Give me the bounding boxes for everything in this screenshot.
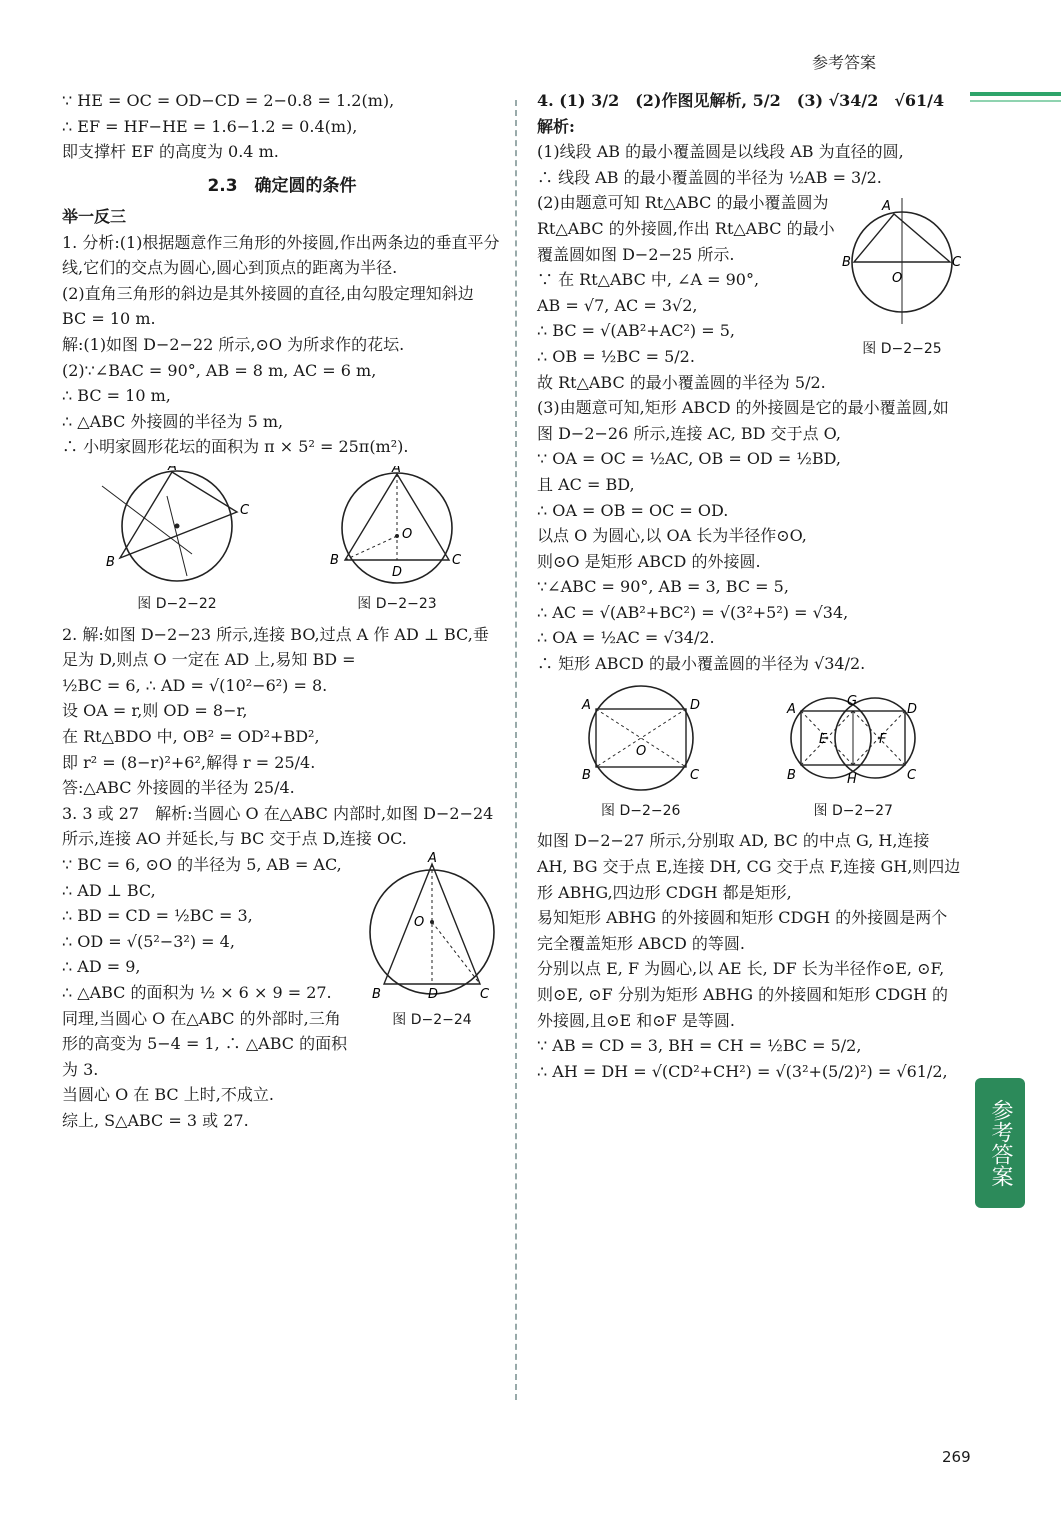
svg-text:A: A <box>392 465 401 476</box>
q4-line: AB = √7, AC = 3√2, <box>537 295 698 315</box>
q3-line: ∴ OD = √(5²−3²) = 4, <box>62 931 235 951</box>
svg-text:C: C <box>480 987 490 1003</box>
svg-text:O: O <box>414 915 425 931</box>
q4-line: (2)由题意可知 Rt△ABC 的最小覆盖圆为 Rt△ABC 的外接圆,作出 Rt△ABC 的最小覆盖圆如图 D−2−25 所示. <box>537 193 835 264</box>
q2-line: ½BC = 6, ∴ AD = √(10²−6²) = 8. <box>62 675 328 695</box>
q4-more-line: 易知矩形 ABHG 的外接圆和矩形 CDGH 的外接圆是两个完全覆盖矩形 ABCD 的等圆. <box>537 908 948 953</box>
q4-more-line: 如图 D−2−27 所示,分别取 AD, BC 的中点 G, H,连接 AH, BG 交于点 E,连接 DH, CG 交于点 F,连接 GH,则四边形 ABHG,四边形 CDGH 都是矩形, <box>537 831 961 902</box>
svg-text:H: H <box>847 771 858 787</box>
q1-solution-3: ∴ BC = 10 m, <box>62 386 171 406</box>
figure-d-2-25 <box>842 190 962 360</box>
svg-text:B: B <box>106 554 115 570</box>
subsection-title: 举一反三 <box>62 206 127 226</box>
text-line: ∴ EF = HF−HE = 1.6−1.2 = 0.4(m), <box>62 116 358 136</box>
column-divider <box>515 100 517 1400</box>
q4-line: ∵ OA = OC = ½AC, OB = OD = ½BD, <box>537 449 841 469</box>
q4-more-line: 分别以点 E, F 为圆心,以 AE 长, DF 长为半径作⊙E, ⊙F, <box>537 959 945 979</box>
svg-text:C: C <box>452 552 462 568</box>
page-header <box>0 40 1061 90</box>
svg-text:O: O <box>402 526 413 542</box>
svg-text:O: O <box>635 743 646 759</box>
circle-diagram-26 <box>576 683 706 793</box>
q2-line: 在 Rt△BDO 中, OB² = OD²+BD², <box>62 727 320 747</box>
q4-line: 则⊙O 是矩形 ABCD 的外接圆. <box>537 551 761 571</box>
q1-analysis-2: (2)直角三角形的斜边是其外接圆的直径,由勾股定理知斜边 BC = 10 m. <box>62 283 474 329</box>
q4-line: ∴ AC = √(AB²+BC²) = √(3²+5²) = √34, <box>537 602 849 622</box>
svg-text:D: D <box>392 564 403 580</box>
circle-diagram-22 <box>92 466 262 586</box>
svg-text:F: F <box>879 731 887 747</box>
figure-caption: 图 D−2−25 <box>862 340 942 357</box>
svg-text:B: B <box>330 552 339 568</box>
page-number: 269 <box>942 1448 971 1466</box>
q4-line: ∴ BC = √(AB²+AC²) = 5, <box>537 321 736 341</box>
svg-text:C: C <box>689 767 699 783</box>
q4-more-line: ∵ AB = CD = 3, BH = CH = ½BC = 5/2, <box>537 1036 862 1056</box>
q2-line: 设 OA = r,则 OD = 8−r, <box>62 701 248 721</box>
circle-diagram-23 <box>322 466 472 586</box>
q4-line: ∵∠ABC = 90°, AB = 3, BC = 5, <box>537 577 789 597</box>
svg-text:B: B <box>842 255 851 271</box>
figure-d-2-27 <box>783 683 923 823</box>
q4-line: (3)由题意可知,矩形 ABCD 的外接圆是它的最小覆盖圆,如图 D−2−26 所示,连接 AC, BD 交于点 O, <box>537 398 949 443</box>
q4-line: 故 Rt△ABC 的最小覆盖圆的半径为 5/2. <box>537 372 826 392</box>
header-stripe-light <box>970 100 1061 102</box>
q2-line: 2. 解:如图 D−2−23 所示,连接 BO,过点 A 作 AD ⊥ BC,垂足为 D,则点 O 一定在 AD 上,易知 BD = <box>62 624 489 670</box>
svg-text:D: D <box>907 701 918 717</box>
svg-text:C: C <box>907 767 917 783</box>
q1-analysis: 1. 分析:(1)根据题意作三角形的外接圆,作出两条边的垂直平分线,它们的交点为圆心,圆心到顶点的距离为半径. <box>62 232 500 278</box>
svg-text:A: A <box>168 465 177 474</box>
circle-diagram-24 <box>362 852 502 1002</box>
figure-caption: 图 D−2−26 <box>601 803 681 820</box>
q4-line: ∴ 矩形 ABCD 的最小覆盖圆的半径为 √34/2. <box>537 654 866 674</box>
figure-d-2-23 <box>322 466 472 616</box>
svg-text:E: E <box>819 731 828 747</box>
svg-text:B: B <box>581 767 591 783</box>
svg-text:O: O <box>892 271 903 287</box>
svg-text:D: D <box>428 987 439 1003</box>
q4-line: (1)线段 AB 的最小覆盖圆是以线段 AB 为直径的圆, <box>537 142 904 162</box>
q3-line: ∴ BD = CD = ½BC = 3, <box>62 906 253 926</box>
q2-line: 即 r² = (8−r)²+6²,解得 r = 25/4. <box>62 752 316 772</box>
q3-line: ∵ BC = 6, ⊙O 的半径为 5, AB = AC, ∴ AD ⊥ BC, <box>62 855 342 900</box>
svg-text:D: D <box>689 697 700 713</box>
q4-more-line: 则⊙E, ⊙F 分别为矩形 ABHG 的外接圆和矩形 CDGH 的外接圆,且⊙E 和⊙F 是等圆. <box>537 985 949 1030</box>
q4-line: ∴ 线段 AB 的最小覆盖圆的半径为 ½AB = 3/2. <box>537 167 882 187</box>
q3-line: ∴ △ABC 的面积为 ½ × 6 × 9 = 27. <box>62 983 332 1002</box>
svg-text:G: G <box>847 693 858 709</box>
q1-solution-4: ∴ △ABC 外接圆的半径为 5 m, <box>62 411 284 431</box>
q3-line: 当圆心 O 在 BC 上时,不成立. <box>62 1085 274 1105</box>
svg-text:A: A <box>787 701 797 717</box>
figure-row-22-23 <box>62 466 502 616</box>
figure-caption: 图 D−2−24 <box>392 1012 472 1029</box>
right-column <box>537 88 962 1084</box>
q4-line: 以点 O 为圆心,以 OA 长为半径作⊙O, <box>537 526 807 546</box>
figure-row-26-27 <box>537 683 962 823</box>
q1-solution-2: (2)∵∠BAC = 90°, AB = 8 m, AC = 6 m, <box>62 360 377 380</box>
svg-text:C: C <box>240 502 250 518</box>
figure-caption: 图 D−2−22 <box>137 596 217 613</box>
q3-line: 同理,当圆心 O 在△ABC 的外部时,三角形的高变为 5−4 = 1, ∴ △ABC 的面积为 3. <box>62 1008 348 1079</box>
circle-diagram-27 <box>783 683 923 793</box>
side-tab: 参考答案 <box>975 1078 1025 1208</box>
svg-text:A: A <box>428 852 437 867</box>
q1-solution-5: ∴ 小明家圆形花坛的面积为 π × 5² = 25π(m²). <box>62 437 409 457</box>
circle-diagram-25 <box>842 190 962 330</box>
header-title: 参考答案 <box>812 53 877 72</box>
text-line: 即支撑杆 EF 的高度为 0.4 m. <box>62 142 279 162</box>
figure-d-2-24 <box>362 852 502 1032</box>
q4-more-line: ∴ AH = DH = √(CD²+CH²) = √(3²+(5/2)²) = √61/2, <box>537 1061 948 1081</box>
q3-line: ∴ AD = 9, <box>62 957 141 977</box>
section-title: 2.3 确定圆的条件 <box>207 175 357 196</box>
q1-solution-1: 解:(1)如图 D−2−22 所示,⊙O 为所求作的花坛. <box>62 334 405 354</box>
figure-d-2-22 <box>92 466 262 616</box>
q2-line: 答:△ABC 外接圆的半径为 25/4. <box>62 778 295 798</box>
q4-line: 且 AC = BD, <box>537 474 635 494</box>
figure-caption: 图 D−2−23 <box>357 596 437 613</box>
q4-line: ∴ OB = ½BC = 5/2. <box>537 346 695 366</box>
q4-heading: 4. (1) 3/2 (2)作图见解析, 5/2 (3) √34/2 √61/4 解析: <box>537 91 961 136</box>
svg-text:A: A <box>882 199 891 215</box>
header-stripe <box>970 92 1061 96</box>
svg-text:C: C <box>952 255 962 271</box>
q3-line: 综上, S△ABC = 3 或 27. <box>62 1110 249 1130</box>
left-column <box>62 88 502 1134</box>
text-line: ∵ HE = OC = OD−CD = 2−0.8 = 1.2(m), <box>62 91 395 110</box>
svg-text:A: A <box>581 697 591 713</box>
figure-d-2-26 <box>576 683 706 823</box>
q3-line: 3. 3 或 27 解析:当圆心 O 在△ABC 内部时,如图 D−2−24 所示,连接 AO 并延长,与 BC 交于点 D,连接 OC. <box>62 803 494 849</box>
q4-line: ∵ 在 Rt△ABC 中, ∠A = 90°, <box>537 270 760 290</box>
figure-caption: 图 D−2−27 <box>813 803 893 820</box>
svg-text:B: B <box>787 767 797 783</box>
q4-line: ∴ OA = OB = OC = OD. <box>537 500 729 520</box>
svg-text:B: B <box>372 987 381 1003</box>
q4-line: ∴ OA = ½AC = √34/2. <box>537 628 715 648</box>
